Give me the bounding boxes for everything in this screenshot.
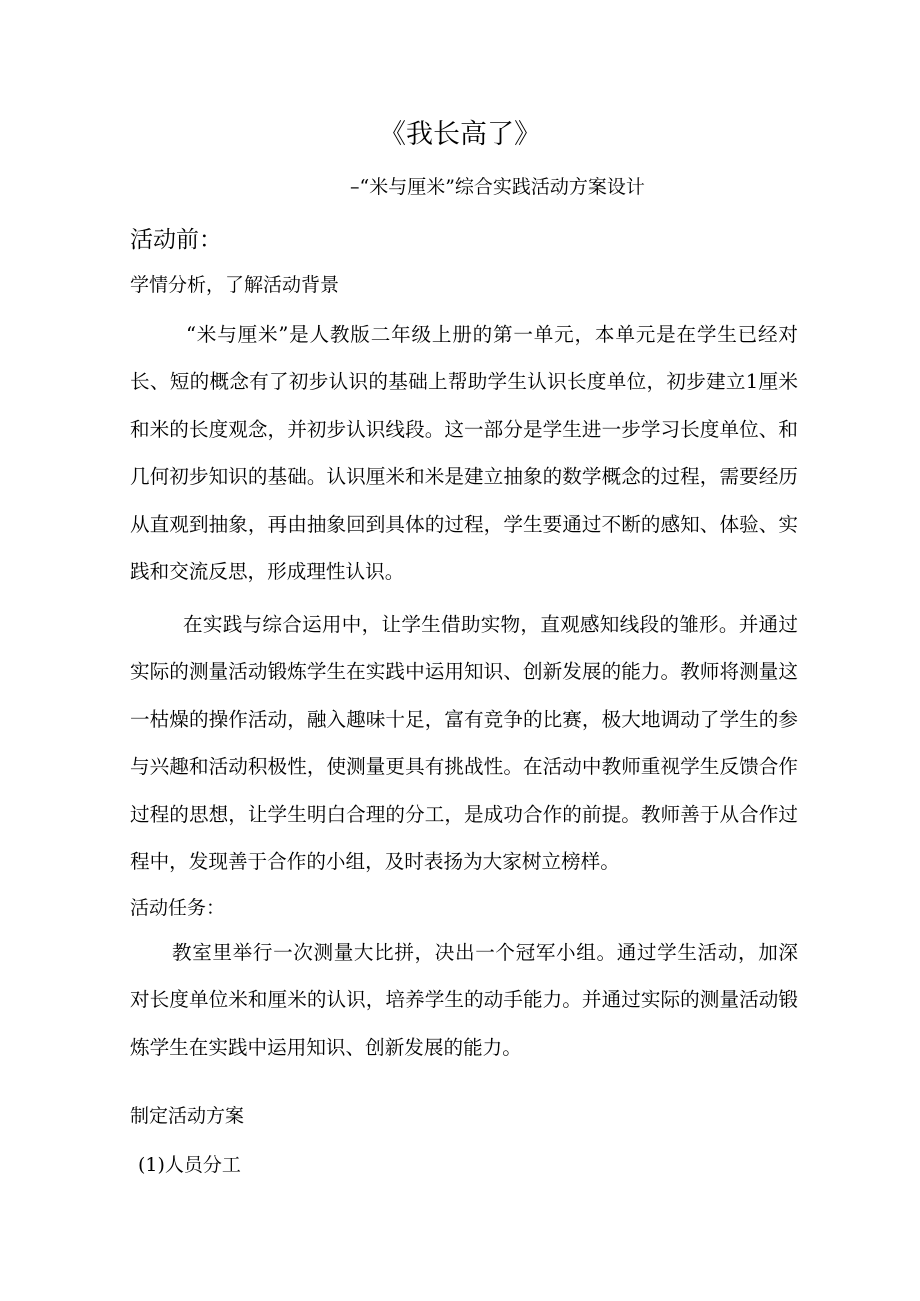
paragraph-practice: 在实践与综合运用中，让学生借助实物，直观感知线段的雏形。并通过实际的测量活动锻炼学生在实践中运用知识、创新发展的能力。教师将测量这一枯燥的操作活动，融入趣味十足，富有竞争的比赛，极大地调动了学生的参与兴趣和活动积极性，使测量更具有挑战性。在活动中教师重视学生反馈合作过程的思想，让学生明白合理的分工，是成功合作的前提。教师善于从合作过程中，发现善于合作的小组，及时表扬为大家树立榜样。 <box>130 613 798 874</box>
plan-item-staffing: (1)人员分工 <box>138 1154 241 1176</box>
section-before-activity: 活动前： <box>130 227 222 253</box>
task-heading: 活动任务： <box>130 897 226 919</box>
analysis-heading: 学情分析，了解活动背景 <box>130 274 340 296</box>
plan-heading: 制定活动方案 <box>130 1105 245 1127</box>
document-subtitle: –“米与厘米”综合实践活动方案设计 <box>350 176 645 198</box>
document-title: 《我长高了》 <box>379 119 541 150</box>
paragraph-background: “米与厘米”是人教版二年级上册的第一单元，本单元是在学生已经对长、短的概念有了初步认识的基础上帮助学生认识长度单位，初步建立1厘米和米的长度观念，并初步认识线段。这一部分是学生进一步学习长度单位、和几何初步知识的基础。认识厘米和米是建立抽象的数学概念的过程，需要经历从直观到抽象，再由抽象回到具体的过程，学生要通过不断的感知、体验、实践和交流反思，形成理性认识。 <box>130 323 798 584</box>
paragraph-task: 教室里举行一次测量大比拼，决出一个冠军小组。通过学生活动，加深对长度单位米和厘米的认识，培养学生的动手能力。并通过实际的测量活动锻炼学生在实践中运用知识、创新发展的能力。 <box>130 941 798 1059</box>
